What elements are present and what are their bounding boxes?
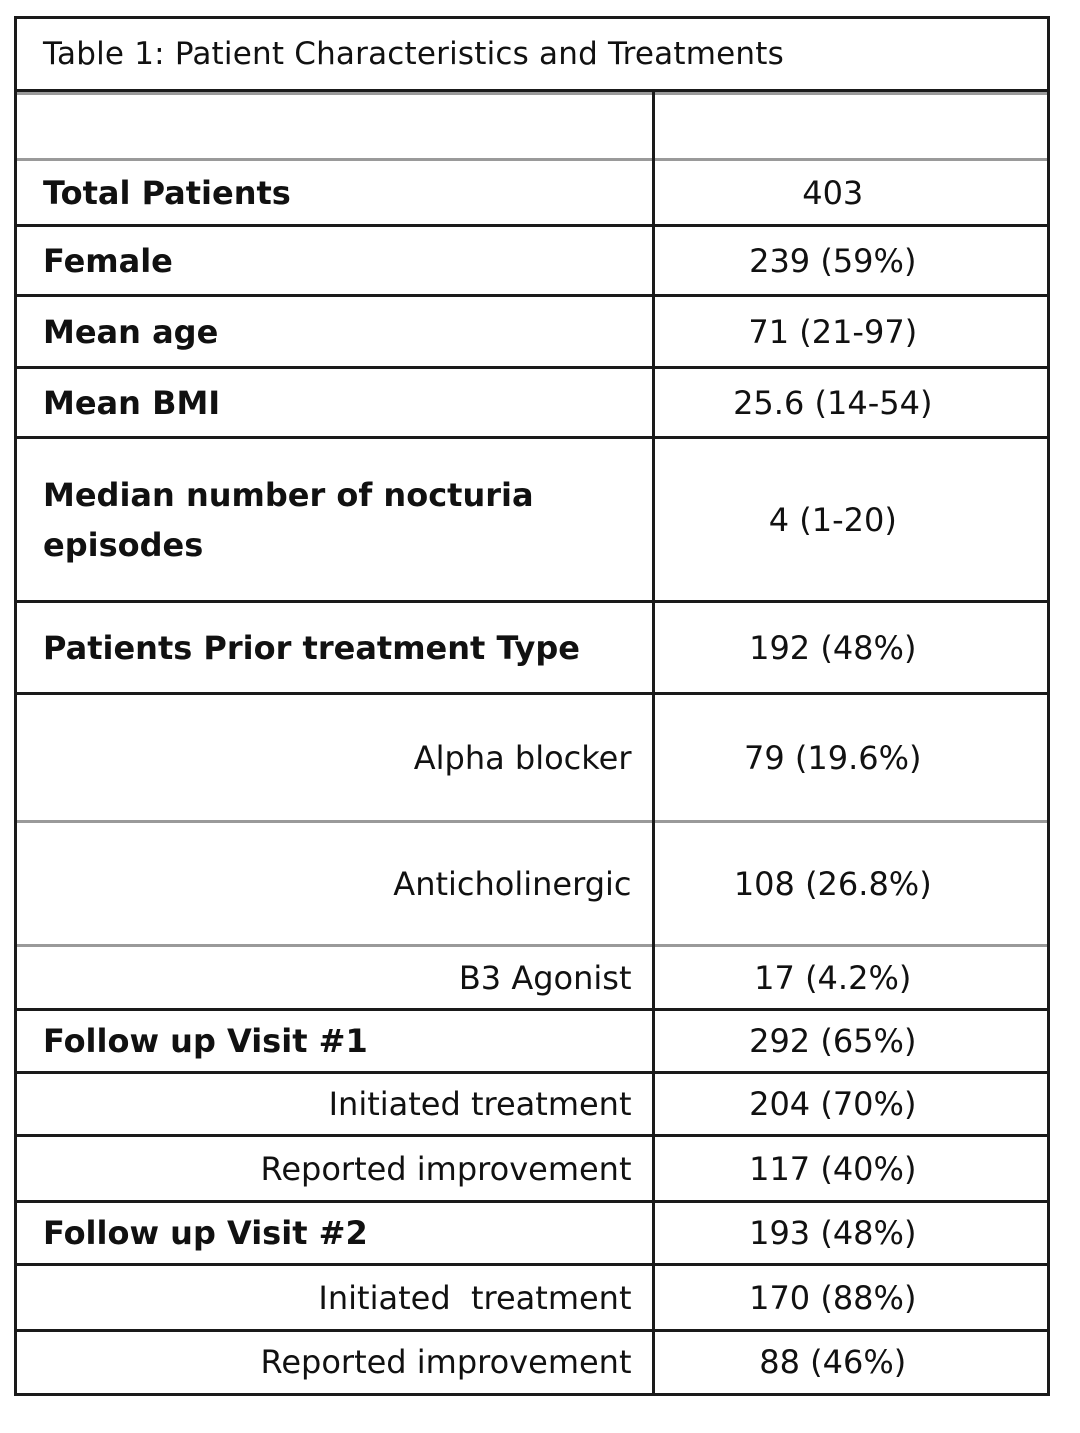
row-label: Reported improvement — [17, 1331, 653, 1393]
row-value: 193 (48%) — [653, 1202, 1047, 1265]
row-value: 204 (70%) — [653, 1073, 1047, 1136]
row-value: 25.6 (14-54) — [653, 368, 1047, 438]
row-label: Reported improvement — [17, 1136, 653, 1202]
header-label-cell — [17, 94, 653, 160]
row-value: 17 (4.2%) — [653, 946, 1047, 1010]
row-value: 292 (65%) — [653, 1010, 1047, 1073]
row-value: 79 (19.6%) — [653, 694, 1047, 822]
row-label: Initiated treatment — [17, 1073, 653, 1136]
row-label: Median number of nocturia episodes — [17, 438, 653, 602]
row-value: 403 — [653, 160, 1047, 226]
row-label: Follow up Visit #1 — [17, 1010, 653, 1073]
row-label: Anticholinergic — [17, 822, 653, 946]
patient-characteristics-table — [14, 16, 1050, 1396]
row-value: 170 (88%) — [653, 1265, 1047, 1331]
table-row — [17, 438, 1047, 602]
row-value: 192 (48%) — [653, 602, 1047, 694]
row-label: Alpha blocker — [17, 694, 653, 822]
data-table — [17, 92, 1047, 1393]
row-label: Mean age — [17, 296, 653, 368]
table-row — [17, 946, 1047, 1010]
table-row — [17, 1010, 1047, 1073]
table-row — [17, 694, 1047, 822]
row-value: 4 (1-20) — [653, 438, 1047, 602]
table-title: Table 1: Patient Characteristics and Treatments — [17, 19, 1047, 92]
table-row — [17, 160, 1047, 226]
table-row — [17, 226, 1047, 296]
row-label: Follow up Visit #2 — [17, 1202, 653, 1265]
table-row — [17, 1331, 1047, 1393]
row-label: B3 Agonist — [17, 946, 653, 1010]
table-row — [17, 822, 1047, 946]
table-row — [17, 1202, 1047, 1265]
table-header-row — [17, 94, 1047, 160]
header-value-cell — [653, 94, 1047, 160]
row-value: 71 (21-97) — [653, 296, 1047, 368]
table-row — [17, 296, 1047, 368]
row-label: Total Patients — [17, 160, 653, 226]
row-label: Patients Prior treatment Type — [17, 602, 653, 694]
table-row — [17, 602, 1047, 694]
table-row — [17, 1136, 1047, 1202]
row-value: 117 (40%) — [653, 1136, 1047, 1202]
row-value: 108 (26.8%) — [653, 822, 1047, 946]
table-row — [17, 1265, 1047, 1331]
row-value: 88 (46%) — [653, 1331, 1047, 1393]
row-label: Mean BMI — [17, 368, 653, 438]
row-label: Initiated treatment — [17, 1265, 653, 1331]
table-row — [17, 1073, 1047, 1136]
table-row — [17, 368, 1047, 438]
row-value: 239 (59%) — [653, 226, 1047, 296]
row-label: Female — [17, 226, 653, 296]
